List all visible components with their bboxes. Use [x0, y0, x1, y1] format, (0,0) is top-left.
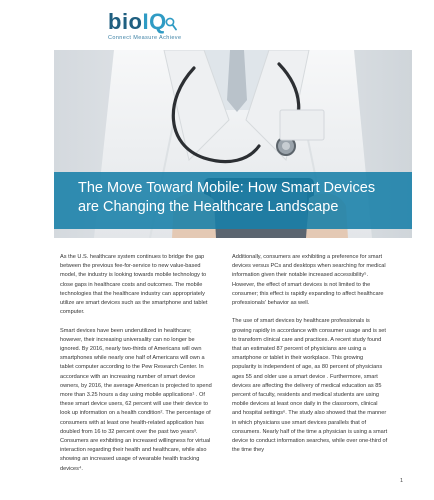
paragraph: The use of smart devices by healthcare professionals is growing rapidly in accordance with consumer usage and is set to transform clinical care and practices. A recent study found that an estimated 87 percent of physicians are using a smartphone or tablet in their workplace. This growing popularity is independent of age, as 80 percent of physicians ages 55 and older use a smart device . Furthermore, smart devices are affecting the delivery of medical education as 85 percent of faculty, residents and medical students are using mobile devices at least once daily in the classroom, clinical and hospital settings⁶. The study also showed that the manner in which physicians use smart devices parallels that of consumers. Nearly half of the time a physician is using a smart device to conduct information searches, while over one-third of the time they [232, 318, 388, 454]
page-number: 1 [400, 478, 404, 484]
title-banner [54, 172, 412, 229]
paragraph: Additionally, consumers are exhibiting a preference for smart devices versus PCs and desktops when searching for medical information given their notable increased accessibility⁵. However, the effect of smart devices is not limited to the consumer; this effect is rapidly expanding to affect healthcare professionals' behavior as well. [232, 254, 386, 307]
page-title: The Move Toward Mobile: How Smart Devices are Changing the Healthcare Landscape [78, 180, 376, 215]
right-column [232, 253, 388, 465]
logo-text-iq: IQ [142, 9, 167, 34]
magnifier-icon [165, 17, 177, 31]
logo-text-bio: bio [108, 9, 143, 34]
paragraph: Smart devices have been underutilized in healthcare; however, their increasing universality can no longer be ignored. By 2016, nearly two-thirds of Americans will own smartphones while nearly one half of Americans will own a tablet computer according to the Pew Research Center. In accordance with an increasing number of smart device owners, by 2016, the average American is projected to spend more than 3.25 hours a day using mobile applications¹ . Of these smart device users, 62 percent will use their device to look up information on a health condition². The percentage of consumers with at least one health-related application has doubled from 16 to 32 percent over the past two years³. Consumers are exhibiting an increased willingness for virtual interaction regarding their health and healthcare, while also showing an increased usage of wearable health tracking devices⁴. [60, 327, 212, 472]
paragraph: As the U.S. healthcare system continues to bridge the gap between the previous fee-for-service to new value-based model, the industry is looking towards mobile technology to close gaps in healthcare costs and outcomes. The mobile technologies that the healthcare industry can appropriately utilize are smart devices such as the smartphone and tablet computer. [60, 254, 208, 316]
logo-tagline: Connect Measure Achieve [108, 35, 182, 41]
bioiq-logo [108, 10, 228, 44]
left-column [60, 253, 213, 483]
